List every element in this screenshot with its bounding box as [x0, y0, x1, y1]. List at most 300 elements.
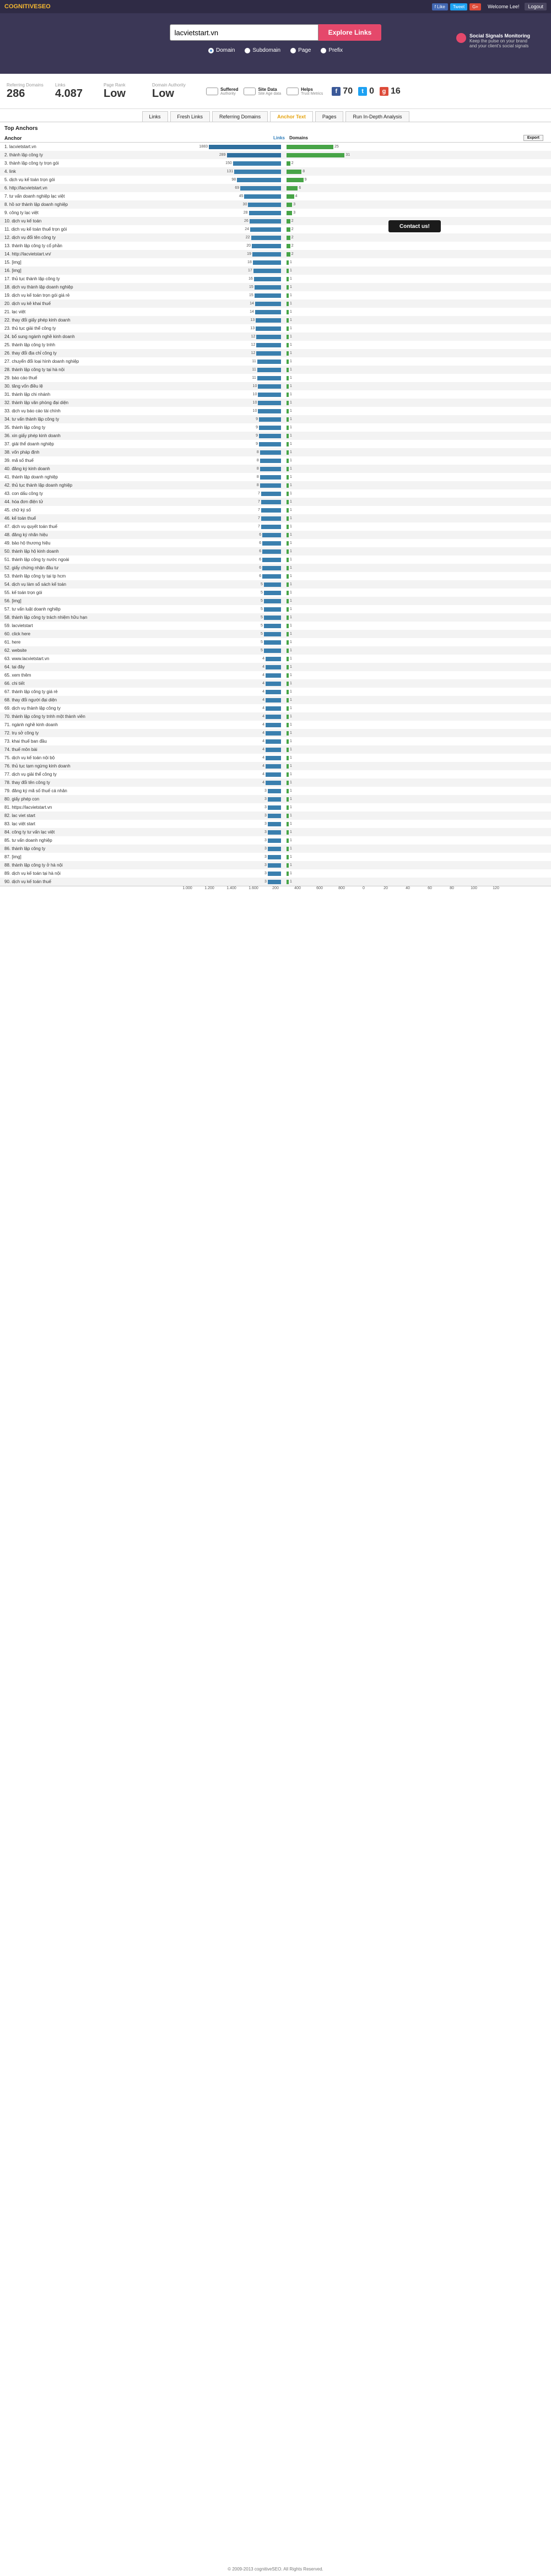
links-bar: [257, 376, 281, 380]
domains-count: 1: [290, 706, 292, 710]
anchor-text[interactable]: 65. xem thêm: [4, 673, 31, 678]
search-mode-option[interactable]: [245, 47, 280, 53]
table-row[interactable]: [0, 712, 551, 721]
table-row[interactable]: [0, 399, 551, 407]
anchor-text[interactable]: 72. trụ sở công ty: [4, 731, 39, 736]
anchor-text[interactable]: 59. lacvietstart: [4, 623, 33, 628]
anchor-text[interactable]: 12. dịch vụ đổi tên công ty: [4, 235, 56, 240]
table-row[interactable]: [0, 283, 551, 291]
table-row[interactable]: [0, 250, 551, 258]
links-count: 3: [264, 797, 267, 801]
anchor-text[interactable]: 23. thủ tục giải thể công ty: [4, 326, 56, 331]
anchor-text[interactable]: 34. tư vấn thành lập công ty: [4, 417, 60, 422]
domains-bar: [287, 706, 289, 711]
anchor-text[interactable]: 88. thành lập công ty ở hà nội: [4, 863, 63, 868]
domains-count: 1: [290, 492, 292, 495]
anchor-text[interactable]: 37. giải thể doanh nghiệp: [4, 442, 54, 446]
tab[interactable]: Run In-Depth Analysis: [345, 111, 409, 122]
anchor-text[interactable]: 14. http://lacvietstart.vn/: [4, 252, 51, 257]
table-row[interactable]: [0, 630, 551, 638]
links-bar: [256, 335, 281, 339]
metric-value: Low: [104, 87, 126, 100]
domains-bar: [287, 599, 289, 603]
anchor-text[interactable]: 58. thành lập công ty trách nhiệm hữu hạn: [4, 615, 88, 620]
table-row[interactable]: [0, 861, 551, 869]
table-row[interactable]: [0, 423, 551, 432]
anchor-text[interactable]: 71. ngành nghề kinh doanh: [4, 722, 58, 727]
explore-links-button[interactable]: Explore Links: [318, 24, 382, 41]
axis-label: 60: [428, 886, 432, 890]
domains-bar: [287, 814, 289, 818]
anchor-text[interactable]: 78. thay đổi tên công ty: [4, 780, 50, 785]
links-count: 5: [260, 624, 263, 628]
table-row[interactable]: [0, 688, 551, 696]
anchor-text[interactable]: 16. [img]: [4, 268, 21, 273]
links-count: 11: [252, 368, 256, 372]
table-row[interactable]: [0, 663, 551, 671]
table-row[interactable]: [0, 704, 551, 712]
anchor-text[interactable]: 70. thành lập công ty tnhh một thành viên: [4, 714, 85, 719]
domains-count: 1: [290, 715, 292, 718]
anchor-text[interactable]: 20. dịch vụ kê khai thuế: [4, 301, 51, 306]
search-mode-option[interactable]: [290, 47, 311, 53]
axis-label: 400: [294, 886, 301, 890]
anchor-text[interactable]: 36. xin giấy phép kinh doanh: [4, 433, 61, 438]
anchor-text[interactable]: 81. https://lacvietstart.vn: [4, 805, 52, 810]
domains-bar: [287, 467, 289, 471]
meter-sub: Trust Metrics: [301, 91, 323, 96]
links-toggle[interactable]: Links: [273, 135, 285, 140]
anchor-text[interactable]: 24. bổ sung ngành nghề kinh doanh: [4, 334, 75, 339]
anchor-text[interactable]: 66. chi tiết: [4, 681, 25, 686]
table-row[interactable]: [0, 622, 551, 630]
anchor-text[interactable]: 2. thành lập công ty: [4, 153, 43, 157]
domains-count: 1: [290, 360, 292, 363]
links-bar: [268, 805, 281, 810]
search-hero: [0, 13, 551, 74]
domains-bar: [287, 186, 298, 190]
radio-icon[interactable]: [245, 48, 250, 53]
table-row[interactable]: [0, 489, 551, 498]
table-row[interactable]: [0, 762, 551, 770]
meter-label: Suffered: [220, 86, 239, 92]
links-count: 4: [262, 731, 265, 735]
logout-button[interactable]: Logout: [525, 3, 547, 10]
table-row[interactable]: [0, 192, 551, 200]
signal-icon: [456, 33, 466, 43]
export-button[interactable]: Export: [523, 135, 543, 141]
anchor-text[interactable]: 22. thay đổi giấy phép kinh doanh: [4, 318, 71, 323]
anchor-text[interactable]: 55. kế toán trọn gói: [4, 590, 42, 595]
anchor-text[interactable]: 82. lac viet start: [4, 813, 36, 818]
table-row[interactable]: [0, 613, 551, 622]
table-row[interactable]: [0, 456, 551, 465]
table-row[interactable]: [0, 845, 551, 853]
anchor-text[interactable]: 8. hồ sơ thành lập doanh nghiệp: [4, 202, 68, 207]
anchor-text[interactable]: 32. thành lập văn phòng đại diện: [4, 400, 69, 405]
table-row[interactable]: [0, 349, 551, 357]
table-row[interactable]: [0, 555, 551, 564]
links-bar: [264, 582, 281, 587]
meter-card: [287, 87, 323, 96]
links-bar: [266, 772, 281, 777]
gplus-button[interactable]: G+: [469, 3, 481, 10]
table-row[interactable]: [0, 589, 551, 597]
anchor-text[interactable]: 77. dịch vụ giải thể công ty: [4, 772, 57, 777]
domains-count: 1: [290, 475, 292, 479]
table-row[interactable]: [0, 737, 551, 745]
links-bar: [268, 838, 281, 843]
table-row[interactable]: [0, 580, 551, 589]
anchor-text[interactable]: 41. thành lập doanh nghiệp: [4, 475, 58, 480]
table-row[interactable]: [0, 440, 551, 448]
domains-bar: [287, 360, 289, 364]
links-count: 5: [260, 599, 263, 603]
anchor-text[interactable]: 21. lạc việt: [4, 309, 26, 314]
links-bar: [261, 500, 281, 504]
table-row[interactable]: [0, 275, 551, 283]
anchor-text[interactable]: 11. dịch vụ kế toán thuế trọn gói: [4, 227, 67, 232]
table-row[interactable]: [0, 242, 551, 250]
table-row[interactable]: [0, 812, 551, 820]
table-row[interactable]: [0, 878, 551, 886]
anchor-text[interactable]: 3. thành lập công ty trọn gói: [4, 161, 59, 166]
anchor-text[interactable]: 63. www.lacvietstart.vn: [4, 656, 50, 661]
anchor-text[interactable]: 83. lạc việt start: [4, 821, 36, 826]
table-row[interactable]: [0, 721, 551, 729]
domains-toggle[interactable]: Domains: [289, 135, 308, 140]
table-row[interactable]: [0, 200, 551, 209]
promo-box[interactable]: [456, 33, 533, 48]
links-bar: [268, 872, 281, 876]
domains-count: 1: [290, 566, 292, 570]
tab[interactable]: Pages: [315, 111, 344, 122]
links-bar: [259, 434, 281, 438]
domains-count: 1: [290, 351, 292, 355]
table-row[interactable]: [0, 671, 551, 679]
table-row[interactable]: [0, 646, 551, 655]
domains-count: 1: [290, 500, 292, 504]
table-row[interactable]: [0, 803, 551, 812]
links-bar: [268, 789, 281, 793]
anchor-text[interactable]: 19. dịch vụ kế toán trọn gói giá rẻ: [4, 293, 70, 298]
table-row[interactable]: [0, 506, 551, 514]
anchor-text[interactable]: 90. dịch vụ kế toán thuế: [4, 879, 51, 884]
url-input[interactable]: [170, 24, 318, 41]
axis-label: 20: [383, 886, 388, 890]
table-row[interactable]: [0, 729, 551, 737]
domains-count: 1: [290, 549, 292, 553]
links-bar: [259, 426, 281, 430]
anchor-text[interactable]: 73. khai thuế ban đầu: [4, 739, 47, 744]
search-mode-option[interactable]: [208, 47, 235, 53]
table-row[interactable]: [0, 366, 551, 374]
table-header: [0, 134, 551, 143]
table-row[interactable]: [0, 390, 551, 399]
table-row[interactable]: [0, 787, 551, 795]
domains-count: 2: [291, 161, 294, 165]
domains-count: 1: [290, 814, 292, 818]
anchor-text[interactable]: 68. thay đổi người đại diện: [4, 698, 57, 702]
domains-count: 1: [290, 558, 292, 562]
links-count: 4: [262, 739, 265, 743]
links-bar: [260, 475, 281, 480]
anchor-text[interactable]: 54. dịch vụ làm sổ sách kế toán: [4, 582, 67, 587]
domains-count: 2: [291, 236, 294, 239]
table-row[interactable]: [0, 572, 551, 580]
metric-card: [55, 83, 98, 100]
anchor-text[interactable]: 64. tại đây: [4, 665, 25, 669]
table-row[interactable]: [0, 795, 551, 803]
anchor-text[interactable]: 50. thành lập hộ kinh doanh: [4, 549, 59, 554]
anchor-text[interactable]: 1. lacvietstart.vn: [4, 144, 36, 149]
table-row[interactable]: [0, 465, 551, 473]
domains-count: 1: [290, 690, 292, 694]
table-row[interactable]: [0, 357, 551, 366]
table-row[interactable]: [0, 481, 551, 489]
anchor-text[interactable]: 42. thủ tục thành lập doanh nghiệp: [4, 483, 73, 488]
anchor-text[interactable]: 89. dịch vụ kế toán tại hà nội: [4, 871, 61, 876]
table-row[interactable]: [0, 836, 551, 845]
radio-icon[interactable]: [321, 48, 326, 53]
anchor-text[interactable]: 5. dịch vụ kế toán trọn gói: [4, 177, 55, 182]
anchor-text[interactable]: 61. here: [4, 640, 21, 645]
anchor-text[interactable]: 15. [img]: [4, 260, 21, 265]
table-row[interactable]: [0, 225, 551, 233]
anchor-text[interactable]: 28. thành lập công ty tại hà nội: [4, 367, 64, 372]
anchor-text[interactable]: 52. giấy chứng nhận đầu tư: [4, 565, 59, 570]
radio-icon[interactable]: [290, 48, 296, 53]
domains-count: 1: [290, 483, 292, 487]
anchor-text[interactable]: 67. thành lập công ty giá rẻ: [4, 689, 58, 694]
table-row[interactable]: [0, 605, 551, 613]
table-row[interactable]: [0, 217, 551, 225]
domains-bar: [287, 302, 289, 306]
links-count: 8: [256, 467, 259, 471]
anchor-text[interactable]: 56. [img]: [4, 598, 21, 603]
anchor-text[interactable]: 45. chữ ký số: [4, 508, 31, 513]
table-row[interactable]: [0, 597, 551, 605]
table-row[interactable]: [0, 778, 551, 787]
table-row[interactable]: [0, 638, 551, 646]
domains-count: 1: [290, 434, 292, 438]
anchor-text[interactable]: 74. thuế môn bài: [4, 747, 37, 752]
anchor-text[interactable]: 31. thành lập chi nhánh: [4, 392, 51, 397]
table-row[interactable]: [0, 333, 551, 341]
table-row[interactable]: [0, 498, 551, 506]
domains-count: 1: [290, 632, 292, 636]
table-row[interactable]: [0, 341, 551, 349]
facebook-like-button[interactable]: f Like: [432, 3, 448, 10]
domains-bar: [287, 739, 289, 744]
links-bar: [266, 764, 281, 769]
anchor-text[interactable]: 30. tăng vốn điều lệ: [4, 384, 43, 389]
table-row[interactable]: [0, 655, 551, 663]
domains-bar: [287, 450, 289, 455]
anchor-text[interactable]: 33. dịch vụ báo cáo tài chính: [4, 409, 61, 413]
anchor-text[interactable]: 79. đăng ký mã số thuế cá nhân: [4, 788, 67, 793]
domains-bar: [287, 673, 289, 678]
anchor-text[interactable]: 18. dịch vụ thành lập doanh nghiệp: [4, 285, 73, 290]
domains-count: 1: [290, 574, 292, 578]
tab[interactable]: Anchor Text: [270, 111, 313, 122]
table-row[interactable]: [0, 382, 551, 390]
links-count: 69: [235, 186, 240, 190]
search-mode-option[interactable]: [321, 47, 343, 53]
table-row[interactable]: [0, 143, 551, 151]
links-bar: [261, 525, 281, 529]
anchor-text[interactable]: 40. đăng ký kinh doanh: [4, 466, 50, 471]
anchor-text[interactable]: 86. thành lập công ty: [4, 846, 46, 851]
logo[interactable]: COGNITIVESEO: [4, 3, 51, 10]
promo-text: Keep the pulse on your brand and your client's social signals: [469, 39, 529, 48]
anchor-text[interactable]: 53. thành lập công ty tại tp hcm: [4, 574, 66, 579]
domains-bar: [287, 310, 289, 314]
table-row[interactable]: [0, 473, 551, 481]
anchor-text[interactable]: 27. chuyển đổi loại hình doanh nghiệp: [4, 359, 79, 364]
anchor-text[interactable]: 87. [img]: [4, 854, 21, 859]
anchor-text[interactable]: 62. website: [4, 648, 27, 653]
tweet-button[interactable]: Tweet: [450, 3, 467, 10]
table-row[interactable]: [0, 233, 551, 242]
table-row[interactable]: [0, 745, 551, 754]
tab[interactable]: Referring Domains: [212, 111, 268, 122]
table-row[interactable]: [0, 869, 551, 878]
table-row[interactable]: [0, 522, 551, 531]
links-count: 7: [257, 516, 260, 520]
table-row[interactable]: [0, 531, 551, 539]
domains-bar: [287, 855, 289, 859]
anchor-text[interactable]: 57. tư vấn luật doanh nghiệp: [4, 607, 61, 612]
table-row[interactable]: [0, 432, 551, 440]
table-row[interactable]: [0, 514, 551, 522]
table-row[interactable]: [0, 159, 551, 167]
domains-count: 1: [290, 847, 292, 851]
domains-bar: [287, 153, 344, 157]
domains-bar: [287, 533, 289, 537]
anchor-text[interactable]: 69. dịch vụ thành lập công ty: [4, 706, 61, 711]
table-row[interactable]: [0, 299, 551, 308]
links-bar: [252, 244, 281, 248]
links-count: 5: [260, 591, 263, 595]
meter-sub: Authority: [220, 91, 236, 96]
domains-count: 2: [291, 244, 294, 248]
table-row[interactable]: [0, 828, 551, 836]
table-row[interactable]: [0, 407, 551, 415]
anchor-text[interactable]: 80. giấy phép con: [4, 797, 40, 802]
anchor-text[interactable]: 43. con dấu công ty: [4, 491, 43, 496]
anchor-text[interactable]: 46. kế toán thuế: [4, 516, 36, 521]
anchor-text[interactable]: 60. click here: [4, 631, 31, 636]
table-row[interactable]: [0, 184, 551, 192]
radio-icon[interactable]: [208, 48, 214, 53]
anchor-text[interactable]: 26. thay đổi địa chỉ công ty: [4, 351, 57, 356]
anchor-text[interactable]: 7. tư vấn doanh nghiệp lạc việt: [4, 194, 65, 199]
anchor-text[interactable]: 4. link: [4, 169, 16, 174]
table-row[interactable]: [0, 266, 551, 275]
axis-label: 200: [272, 886, 279, 890]
table-row[interactable]: [0, 539, 551, 547]
links-count: 3: [264, 872, 267, 875]
anchor-text[interactable]: 10. dịch vụ kế toán: [4, 219, 42, 224]
anchor-text[interactable]: 49. bảo hộ thương hiệu: [4, 541, 51, 546]
table-row[interactable]: [0, 564, 551, 572]
anchor-text[interactable]: 38. vốn pháp định: [4, 450, 40, 455]
links-bar: [251, 236, 281, 240]
anchor-text[interactable]: 9. công ty lạc việt: [4, 210, 39, 215]
anchor-text[interactable]: 47. dịch vụ quyết toán thuế: [4, 524, 58, 529]
table-row[interactable]: [0, 167, 551, 176]
domains-count: 1: [290, 616, 292, 619]
anchor-text[interactable]: 76. thủ tục tạm ngừng kinh doanh: [4, 764, 71, 769]
table-row[interactable]: [0, 853, 551, 861]
anchor-text[interactable]: 39. mã số thuế: [4, 458, 34, 463]
table-row[interactable]: [0, 291, 551, 299]
anchor-text[interactable]: 17. thủ tục thành lập công ty: [4, 276, 60, 281]
table-row[interactable]: [0, 151, 551, 159]
table-row[interactable]: [0, 820, 551, 828]
anchor-text[interactable]: 48. đăng ký nhãn hiệu: [4, 532, 48, 537]
table-row[interactable]: [0, 308, 551, 316]
domains-bar: [287, 227, 290, 232]
gplus-count: 16: [391, 86, 401, 96]
table-row[interactable]: [0, 316, 551, 324]
anchor-text[interactable]: 29. báo cáo thuế: [4, 375, 37, 380]
anchor-text[interactable]: 25. thành lập công ty tnhh: [4, 342, 56, 347]
anchor-text[interactable]: 85. tư vấn doanh nghiệp: [4, 838, 52, 843]
table-row[interactable]: [0, 448, 551, 456]
links-bar: [259, 442, 281, 446]
table-row[interactable]: [0, 754, 551, 762]
anchor-text[interactable]: 6. http://lacvietstart.vn: [4, 186, 47, 190]
links-bar: [249, 211, 281, 215]
table-row[interactable]: [0, 176, 551, 184]
table-row[interactable]: [0, 374, 551, 382]
table-row[interactable]: [0, 258, 551, 266]
anchor-text[interactable]: 84. công ty tư vấn lạc việt: [4, 830, 55, 835]
table-row[interactable]: [0, 696, 551, 704]
table-row[interactable]: [0, 547, 551, 555]
links-count: 26: [244, 219, 249, 223]
anchor-text[interactable]: 51. thành lập công ty nước ngoài: [4, 557, 69, 562]
tab[interactable]: Fresh Links: [170, 111, 210, 122]
links-bar: [262, 574, 281, 579]
tab[interactable]: Links: [142, 111, 168, 122]
links-bar: [258, 409, 281, 413]
anchor-text[interactable]: 75. dịch vụ kế toán nội bộ: [4, 755, 55, 760]
anchor-text[interactable]: 13. thành lập công ty cổ phần: [4, 243, 62, 248]
links-count: 8: [256, 475, 259, 479]
table-row[interactable]: [0, 209, 551, 217]
table-row[interactable]: [0, 770, 551, 778]
table-row[interactable]: [0, 415, 551, 423]
links-bar: [268, 847, 281, 851]
section-title: Top Anchors: [4, 126, 38, 132]
links-bar: [252, 252, 281, 257]
table-row[interactable]: [0, 324, 551, 333]
domains-count: 1: [290, 302, 292, 306]
domains-count: 1: [290, 830, 292, 834]
contact-us-button[interactable]: Contact us!: [388, 220, 441, 232]
anchor-text[interactable]: 44. hóa đơn điện tử: [4, 499, 44, 504]
domains-bar: [287, 591, 289, 595]
table-row[interactable]: [0, 679, 551, 688]
domains-count: 1: [290, 805, 292, 809]
links-bar: [254, 277, 281, 281]
links-bar: [256, 351, 281, 356]
links-count: 4: [262, 682, 265, 685]
anchor-text[interactable]: 35. thành lập công ty: [4, 425, 46, 430]
